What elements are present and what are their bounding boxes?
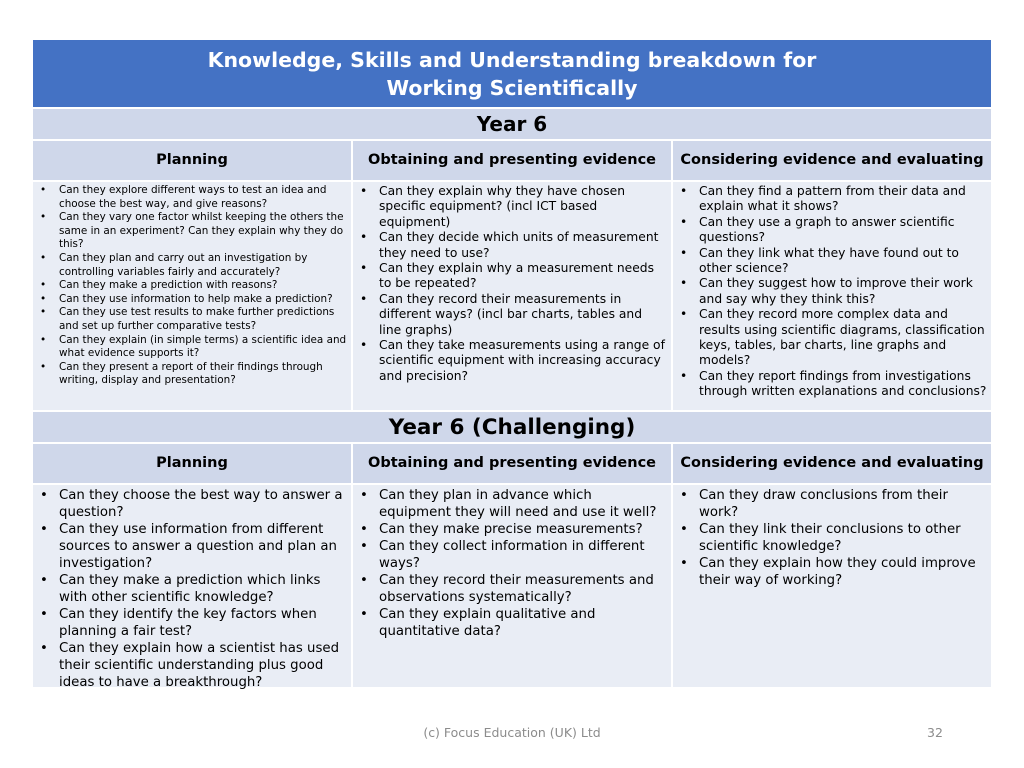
- bullet-item: [357, 572, 667, 606]
- bullet-item: [677, 184, 987, 215]
- bullet-list: [357, 487, 667, 640]
- bullet-icon: •: [360, 539, 368, 554]
- bullet-item: [357, 538, 667, 572]
- bullet-item: [37, 306, 347, 333]
- bullet-icon: •: [40, 251, 47, 264]
- bullet-icon: •: [40, 279, 47, 292]
- bullet-text: Can they decide which units of measurement they need to use?: [379, 230, 659, 260]
- slide-title-line-2: Working Scientifically: [386, 75, 638, 100]
- bullet-icon: •: [680, 276, 688, 291]
- bullet-icon: •: [360, 338, 368, 353]
- bullet-item: [37, 572, 347, 606]
- bullet-icon: •: [40, 184, 47, 196]
- bullet-item: [357, 261, 667, 292]
- bullet-icon: •: [40, 641, 48, 656]
- bullet-icon: •: [360, 291, 368, 306]
- column-header-considering-evidence: Considering evidence and evaluating: [671, 141, 991, 180]
- bullet-icon: •: [360, 184, 368, 198]
- bullet-icon: •: [360, 607, 368, 622]
- bullet-text: Can they use information from different sources to answer a question and plan an investigation?: [59, 522, 337, 571]
- column-header-planning: Planning: [33, 444, 351, 483]
- section-heading-year-6: Year 6: [33, 109, 991, 141]
- bullet-item: [37, 606, 347, 640]
- content-row: [33, 485, 991, 690]
- bullet-icon: •: [680, 245, 688, 260]
- bullet-item: [677, 276, 987, 307]
- bullet-text: Can they present a report of their findings through writing, display and presentation?: [59, 360, 323, 387]
- column-header-obtaining-evidence: Obtaining and presenting evidence: [351, 141, 671, 180]
- bullet-item: [37, 252, 347, 279]
- bullet-item: [677, 215, 987, 246]
- bullet-item: [37, 640, 347, 691]
- bullet-item: [357, 521, 667, 538]
- bullet-text: Can they link what they have found out to other science?: [699, 245, 959, 276]
- section-heading-year-6-challenging: Year 6 (Challenging): [33, 412, 991, 444]
- bullet-text: Can they explain how they could improve their way of working?: [699, 556, 976, 588]
- bullet-text: Can they collect information in different ways?: [379, 539, 645, 571]
- column-header-row: [33, 444, 991, 485]
- bullet-item: [37, 521, 347, 572]
- bullet-text: Can they use a graph to answer scientific questions?: [699, 214, 955, 245]
- bullet-icon: •: [40, 573, 48, 588]
- bullet-icon: •: [40, 522, 48, 537]
- bullet-item: [357, 338, 667, 384]
- bullet-icon: •: [40, 488, 48, 503]
- column-header-planning: Planning: [33, 141, 351, 180]
- bullet-item: [37, 361, 347, 388]
- bullet-item: [677, 307, 987, 369]
- bullet-icon: •: [680, 522, 688, 537]
- bullet-icon: •: [680, 556, 688, 571]
- bullet-text: Can they report findings from investigations through written explanations and conclusions?: [699, 368, 987, 399]
- page-number: 32: [927, 725, 943, 740]
- bullet-text: Can they use information to help make a prediction?: [59, 292, 333, 305]
- bullet-item: [677, 487, 987, 521]
- bullet-item: [357, 184, 667, 230]
- bullet-item: [677, 521, 987, 555]
- bullet-item: [37, 211, 347, 252]
- bullet-item: [37, 293, 347, 307]
- bullet-text: Can they vary one factor whilst keeping the others the same in an experiment? Can they explain why they do this?: [59, 211, 344, 251]
- bullet-text: Can they explore different ways to test an idea and choose the best way, and give reasons?: [59, 184, 327, 210]
- bullet-icon: •: [680, 214, 688, 229]
- bullet-text: Can they take measurements using a range of scientific equipment with increasing accuracy and precision?: [379, 338, 665, 383]
- bullet-item: [37, 184, 347, 211]
- bullet-icon: •: [360, 573, 368, 588]
- bullet-text: Can they plan and carry out an investigation by controlling variables fairly and accurately?: [59, 251, 308, 278]
- bullet-item: [357, 487, 667, 521]
- bullet-text: Can they explain (in simple terms) a scientific idea and what evidence supports it?: [59, 333, 347, 360]
- bullet-text: Can they link their conclusions to other scientific knowledge?: [699, 522, 961, 554]
- bullet-text: Can they choose the best way to answer a question?: [59, 488, 343, 520]
- obtaining-evidence-cell: [351, 485, 671, 687]
- bullet-icon: •: [680, 368, 688, 383]
- bullet-icon: •: [680, 307, 688, 322]
- bullet-text: Can they explain how a scientist has used their scientific understanding plus good ideas to have a breakthrough?: [59, 641, 340, 690]
- bullet-item: [677, 555, 987, 589]
- column-header-considering-evidence: Considering evidence and evaluating: [671, 444, 991, 483]
- copyright-footer: (c) Focus Education (UK) Ltd: [423, 725, 601, 740]
- bullet-icon: •: [40, 607, 48, 622]
- bullet-text: Can they record their measurements and observations systematically?: [379, 573, 654, 605]
- bullet-icon: •: [40, 292, 47, 305]
- bullet-text: Can they explain why they have chosen specific equipment? (incl ICT based equipment): [379, 184, 626, 229]
- bullet-icon: •: [680, 184, 688, 198]
- ksu-table: [33, 40, 991, 690]
- slide-title: [33, 40, 991, 109]
- bullet-list: [677, 184, 987, 400]
- bullet-item: [37, 279, 347, 293]
- slide-title-line-1: Knowledge, Skills and Understanding breakdown for: [207, 47, 817, 72]
- obtaining-evidence-cell: [351, 182, 671, 410]
- bullet-icon: •: [40, 211, 47, 224]
- bullet-text: Can they plan in advance which equipment they will need and use it well?: [379, 488, 657, 520]
- bullet-icon: •: [680, 488, 688, 503]
- bullet-text: Can they record their measurements in different ways? (incl bar charts, tables and line graphs): [379, 291, 643, 337]
- column-header-row: [33, 141, 991, 182]
- bullet-text: Can they find a pattern from their data and explain what it shows?: [699, 184, 966, 214]
- bullet-icon: •: [40, 306, 47, 319]
- bullet-text: Can they make a prediction which links with other scientific knowledge?: [59, 573, 321, 605]
- bullet-text: Can they record more complex data and results using scientific diagrams, classification keys, tables, bar charts, line graphs and models?: [699, 307, 985, 368]
- bullet-list: [357, 184, 667, 384]
- bullet-text: Can they make precise measurements?: [379, 522, 643, 537]
- bullet-list: [37, 184, 347, 388]
- bullet-item: [677, 246, 987, 277]
- considering-evidence-cell: [671, 182, 991, 410]
- bullet-icon: •: [40, 333, 47, 346]
- bullet-list: [37, 487, 347, 691]
- bullet-item: [357, 230, 667, 261]
- bullet-text: Can they identify the key factors when planning a fair test?: [59, 607, 317, 639]
- column-header-obtaining-evidence: Obtaining and presenting evidence: [351, 444, 671, 483]
- bullet-text: Can they explain why a measurement needs to be repeated?: [379, 261, 655, 291]
- considering-evidence-cell: [671, 485, 991, 687]
- bullet-text: Can they suggest how to improve their work and say why they think this?: [699, 276, 973, 306]
- bullet-icon: •: [360, 230, 368, 245]
- bullet-text: Can they explain qualitative and quantitative data?: [379, 607, 596, 639]
- bullet-icon: •: [360, 522, 368, 537]
- planning-cell: [33, 485, 351, 690]
- bullet-icon: •: [40, 360, 47, 373]
- bullet-item: [357, 292, 667, 338]
- bullet-icon: •: [360, 261, 368, 276]
- bullet-item: [357, 606, 667, 640]
- bullet-item: [677, 369, 987, 400]
- bullet-item: [37, 334, 347, 361]
- bullet-text: Can they use test results to make further predictions and set up further comparative tests?: [59, 306, 335, 332]
- bullet-list: [677, 487, 987, 589]
- bullet-item: [37, 487, 347, 521]
- bullet-icon: •: [360, 488, 368, 503]
- bullet-text: Can they make a prediction with reasons?: [59, 279, 278, 292]
- content-row: [33, 182, 991, 412]
- bullet-text: Can they draw conclusions from their work?: [699, 488, 948, 520]
- planning-cell: [33, 182, 351, 410]
